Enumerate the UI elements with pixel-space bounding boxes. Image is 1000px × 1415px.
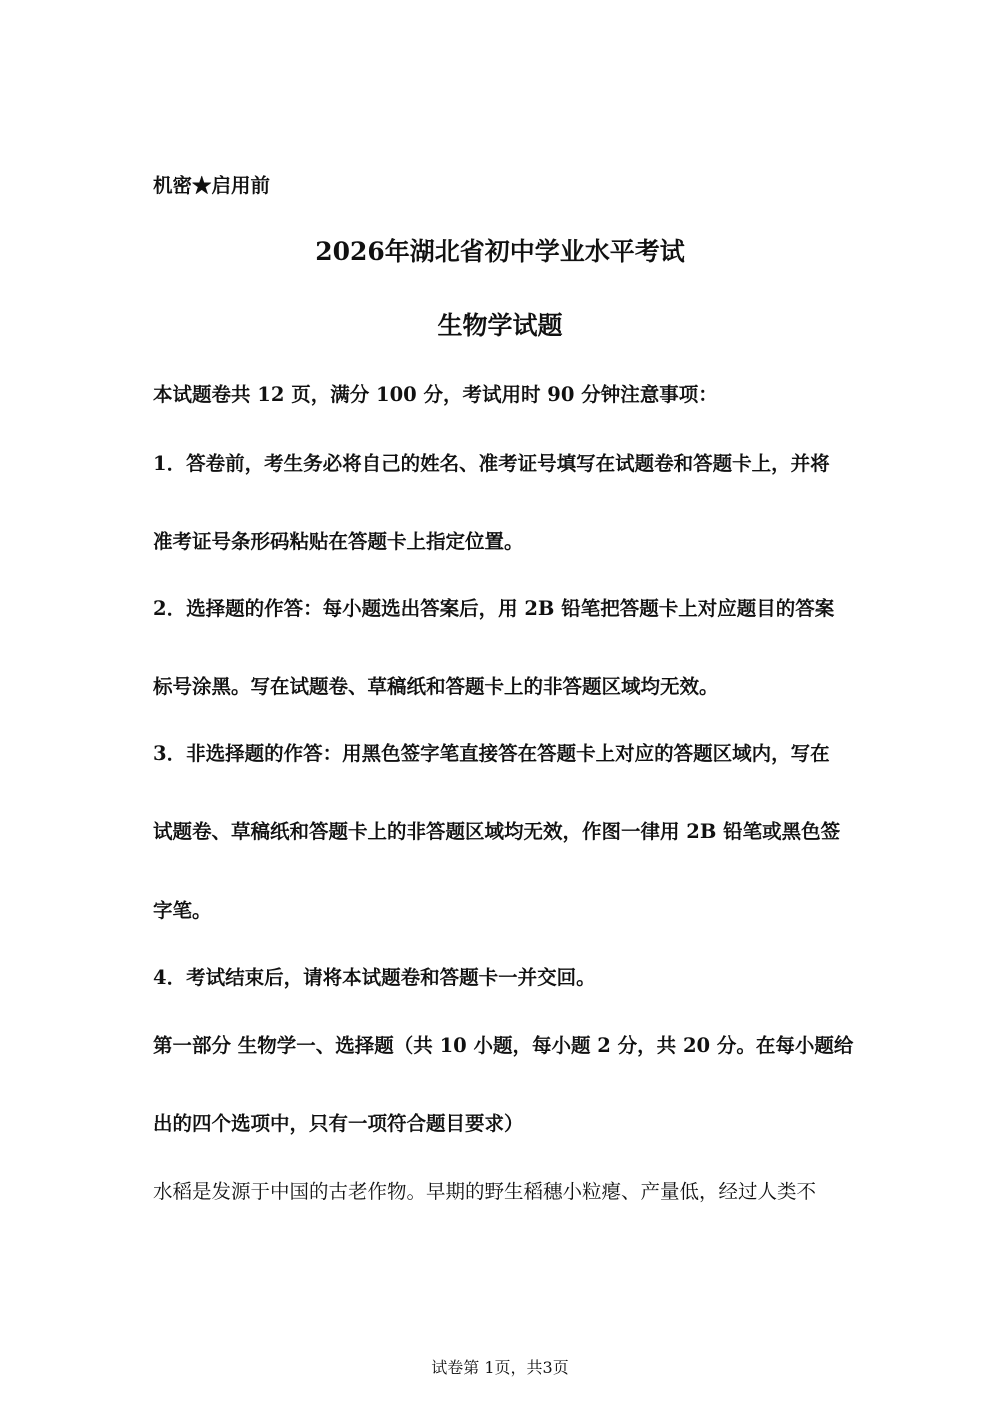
note-line: 准考证号条形码粘贴在答题卡上指定位置。 xyxy=(153,530,524,553)
note-line: 字笔。 xyxy=(153,899,212,922)
exam-intro: 本试题卷共 12 页，满分 100 分，考试用时 90 分钟注意事项： xyxy=(153,383,718,406)
exam-title: 2026年湖北省初中学业水平考试 xyxy=(315,237,685,266)
note-line: 2．选择题的作答：每小题选出答案后，用 2B 铅笔把答题卡上对应题目的答案 xyxy=(153,597,835,620)
note-line: 试题卷、草稿纸和答题卡上的非答题区域均无效，作图一律用 2B 铅笔或黑色签 xyxy=(153,820,841,843)
question-text: 水稻是发源于中国的古老作物。早期的野生稻穗小粒瘪、产量低，经过人类不 xyxy=(153,1180,817,1203)
note-line: 3．非选择题的作答：用黑色签字笔直接答在答题卡上对应的答题区域内，写在 xyxy=(153,742,830,765)
section-heading-line: 出的四个选项中，只有一项符合题目要求） xyxy=(153,1112,524,1135)
page-footer: 试卷第 1页，共3页 xyxy=(431,1358,569,1377)
note-line: 1．答卷前，考生务必将自己的姓名、准考证号填写在试题卷和答题卡上，并将 xyxy=(153,452,830,475)
note-line: 标号涂黑。写在试题卷、草稿纸和答题卡上的非答题区域均无效。 xyxy=(153,675,719,698)
exam-subtitle: 生物学试题 xyxy=(437,311,563,340)
note-line: 4．考试结束后，请将本试题卷和答题卡一并交回。 xyxy=(153,966,596,989)
section-heading-line: 第一部分 生物学一、选择题（共 10 小题，每小题 2 分，共 20 分。在每小题给 xyxy=(153,1034,854,1057)
confidential-mark: 机密★启用前 xyxy=(153,174,271,197)
